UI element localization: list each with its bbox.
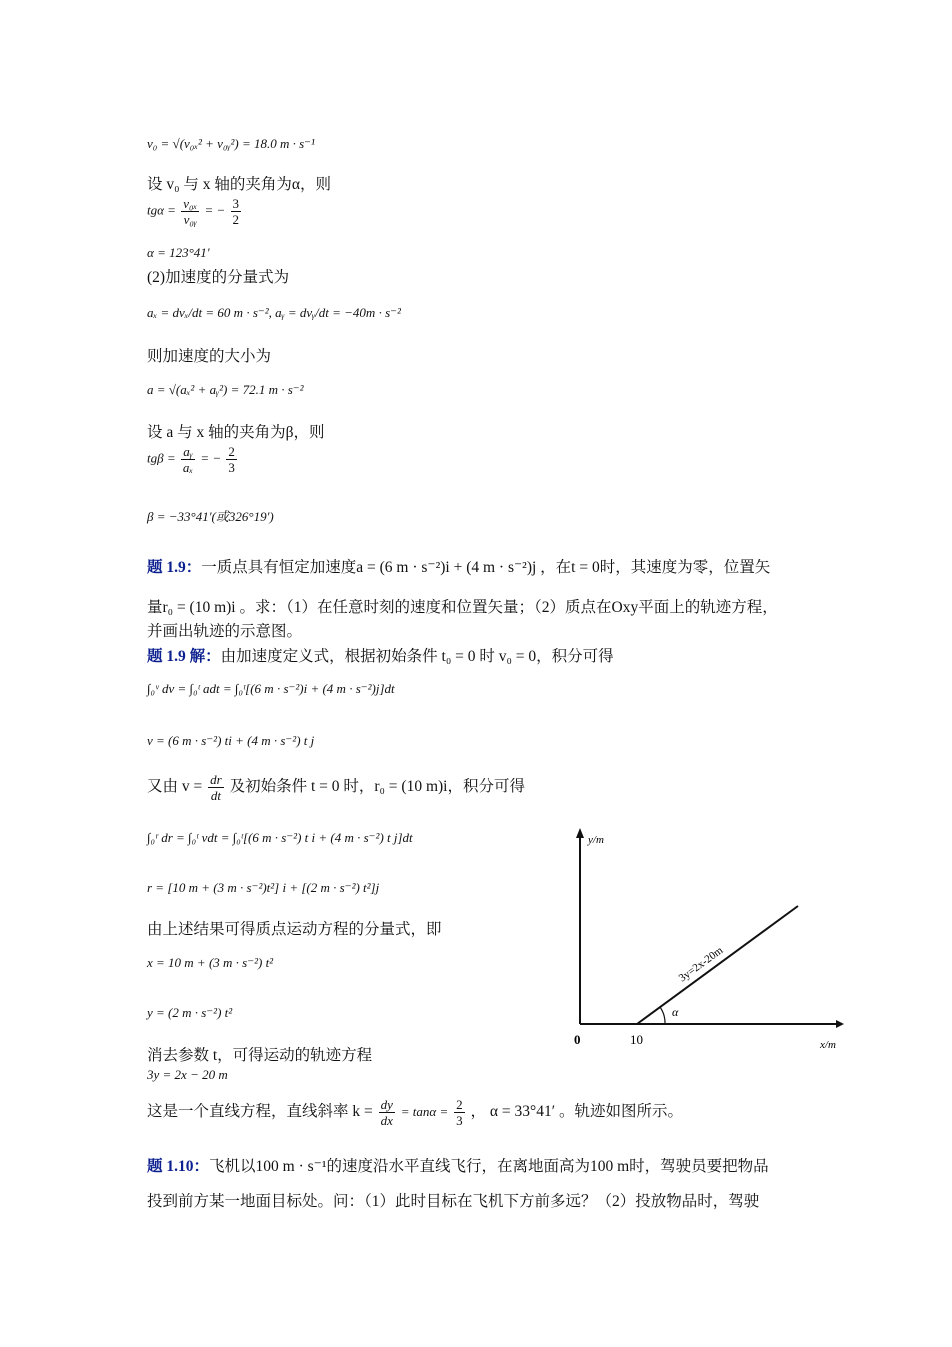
part-2-heading: (2)加速度的分量式为 bbox=[147, 269, 290, 286]
origin-label: 0 bbox=[574, 1032, 581, 1047]
question-1-9-heading: 题 1.9： bbox=[147, 559, 202, 576]
beta-value: β = −33°41′(或326°19′) bbox=[147, 509, 274, 524]
tg-beta-equation bbox=[147, 444, 239, 475]
tg-alpha-fraction bbox=[181, 196, 199, 227]
dr-dt-denominator: dt bbox=[210, 788, 221, 803]
solution-1-9-line-1 bbox=[147, 644, 614, 666]
eliminate-parameter-text: 消去参数 t，可得运动的轨迹方程 bbox=[147, 1047, 373, 1064]
trajectory-equation: 3y = 2x − 20 m bbox=[147, 1067, 228, 1082]
dr-dt-numerator: dr bbox=[210, 772, 222, 787]
x-tick-label: 10 bbox=[630, 1032, 643, 1047]
alpha-value: α = 123°41′ bbox=[147, 245, 210, 260]
tg-beta-fraction bbox=[181, 444, 195, 475]
set-beta-text: 设 a 与 x 轴的夹角为β，则 bbox=[147, 424, 325, 441]
tg-beta-value-fraction bbox=[226, 444, 237, 475]
tg-beta-value-denominator: 3 bbox=[228, 460, 235, 475]
slope-value-numerator: 2 bbox=[456, 1097, 463, 1112]
velocity-result-equation: v = (6 m · s⁻²) ti + (4 m · s⁻²) t j bbox=[147, 733, 315, 748]
tg-alpha-value-numerator: 3 bbox=[232, 196, 239, 211]
x-axis-arrow-icon bbox=[836, 1020, 844, 1028]
question-1-9-line-2: 量r₀ = (10 m)i 。求：（1）在任意时刻的速度和位置矢量；（2）质点在Oxy平面上的轨迹方程， bbox=[147, 599, 778, 616]
question-1-10-line-2: 投到前方某一地面目标处。问：（1）此时目标在飞机下方前多远？（2）投放物品时，驾驶 bbox=[147, 1193, 760, 1210]
tg-alpha-value-denominator: 2 bbox=[232, 212, 239, 227]
question-1-10-heading: 题 1.10： bbox=[147, 1158, 210, 1175]
x-axis-label: x/m bbox=[820, 1039, 836, 1051]
tg-alpha-lhs: tgα = bbox=[147, 202, 176, 218]
slope-value-denominator: 3 bbox=[456, 1113, 463, 1128]
slope-value-fraction bbox=[454, 1097, 465, 1128]
question-1-9-line-3: 并画出轨迹的示意图。 bbox=[147, 623, 303, 640]
solution-1-9-text-1: 由加速度定义式，根据初始条件 t₀ = 0 时 v₀ = 0，积分可得 bbox=[220, 648, 614, 665]
tg-alpha-denominator: v₀ᵧ bbox=[183, 212, 197, 227]
dy-dx-fraction bbox=[379, 1097, 395, 1128]
tg-alpha-rhs: = − bbox=[204, 202, 226, 218]
angle-label: α bbox=[672, 1005, 679, 1019]
acceleration-magnitude-equation: a = √(aₓ² + aᵧ²) = 72.1 m · s⁻² bbox=[147, 382, 304, 397]
tg-beta-lhs: tgβ = bbox=[147, 450, 176, 466]
tg-beta-value-numerator: 2 bbox=[228, 444, 235, 459]
acceleration-components-equation: aₓ = dvₓ/dt = 60 m · s⁻², aᵧ = dvᵧ/dt = −40m · s⁻² bbox=[147, 305, 401, 320]
tg-beta-numerator: aᵧ bbox=[181, 444, 195, 460]
tg-beta-denominator: aₓ bbox=[182, 460, 194, 475]
trajectory-diagram bbox=[560, 822, 850, 1062]
components-intro-text: 由上述结果可得质点运动方程的分量式，即 bbox=[147, 921, 442, 938]
question-1-10-line-1 bbox=[147, 1154, 769, 1176]
y-motion-equation: y = (2 m · s⁻²) t² bbox=[147, 1005, 233, 1020]
v0-magnitude-equation: v₀ = √(v₀ₓ² + v₀ᵧ²) = 18.0 m · s⁻¹ bbox=[147, 136, 315, 151]
slope-prefix: 这是一个直线方程，直线斜率 k = bbox=[147, 1103, 373, 1121]
y-axis-label: y/m bbox=[588, 834, 604, 846]
y-axis-arrow-icon bbox=[576, 828, 584, 838]
velocity-definition-prefix: 又由 v = bbox=[147, 778, 203, 796]
x-motion-equation: x = 10 m + (3 m · s⁻²) t² bbox=[147, 955, 274, 970]
slope-line bbox=[147, 1097, 683, 1128]
question-1-10-text-1: 飞机以100 m · s⁻¹的速度沿水平直线飞行，在离地面高为100 m时，驾驶员要把物品 bbox=[209, 1158, 769, 1175]
trajectory-line-label: 3y=2x-20m bbox=[676, 944, 726, 985]
velocity-definition-suffix: 及初始条件 t = 0 时，r₀ = (10 m)i，积分可得 bbox=[229, 778, 525, 796]
trajectory-line bbox=[637, 906, 798, 1024]
tg-alpha-numerator: v₀ₓ bbox=[183, 196, 198, 211]
tg-beta-rhs: = − bbox=[200, 450, 222, 466]
position-integral-equation: ∫₀ʳ dr = ∫₀ᵗ vdt = ∫₀ᵗ[(6 m · s⁻²) t i + (4 m · s⁻²) t j]dt bbox=[147, 830, 413, 845]
dy-dx-denominator: dx bbox=[380, 1113, 393, 1128]
tg-alpha-value-fraction bbox=[231, 196, 242, 227]
position-result-equation: r = [10 m + (3 m · s⁻²)t²] i + [(2 m · s⁻²) t²]j bbox=[147, 880, 380, 895]
question-1-9-text-1: 一质点具有恒定加速度a = (6 m · s⁻²)i + (4 m · s⁻²)j ，在t = 0时，其速度为零，位置矢 bbox=[201, 559, 771, 576]
dr-dt-fraction bbox=[208, 772, 224, 803]
velocity-integral-equation: ∫₀ᵛ dv = ∫₀ᵗ adt = ∫₀ᵗ[(6 m · s⁻²)i + (4 m · s⁻²)j]dt bbox=[147, 681, 395, 696]
angle-arc bbox=[660, 1007, 665, 1024]
velocity-definition-line bbox=[147, 772, 525, 803]
slope-middle: = tanα = bbox=[400, 1104, 449, 1120]
slope-suffix: ， α = 33°41′ 。轨迹如图所示。 bbox=[470, 1103, 683, 1121]
acceleration-magnitude-intro: 则加速度的大小为 bbox=[147, 348, 272, 365]
dy-dx-numerator: dy bbox=[380, 1097, 393, 1112]
solution-1-9-heading: 题 1.9 解： bbox=[147, 648, 221, 665]
question-1-9-line-1 bbox=[147, 555, 770, 577]
tg-alpha-equation bbox=[147, 196, 243, 227]
set-alpha-text: 设 v₀ 与 x 轴的夹角为α，则 bbox=[147, 176, 332, 193]
